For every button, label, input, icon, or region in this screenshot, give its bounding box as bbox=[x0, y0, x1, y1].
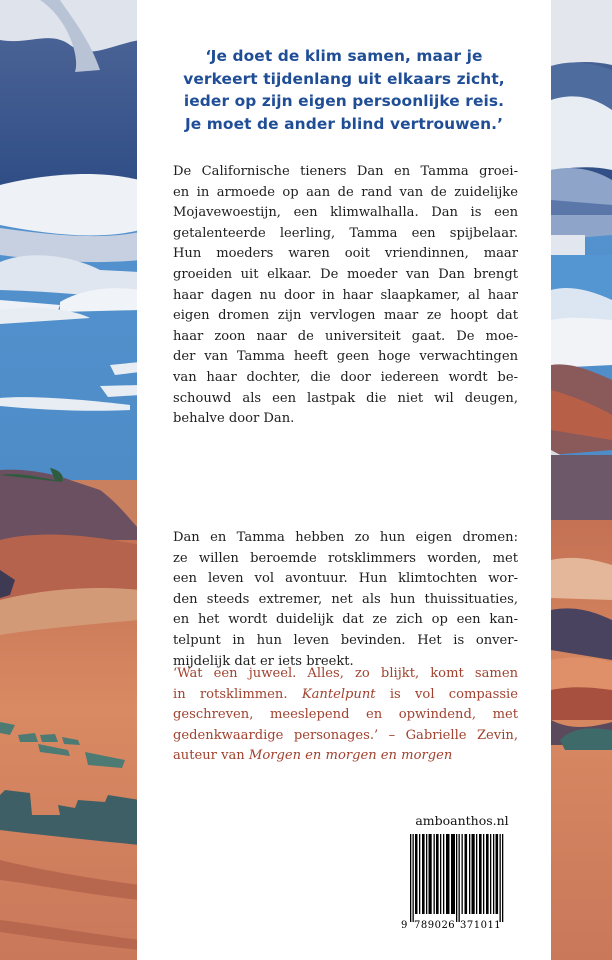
review-line bbox=[173, 746, 518, 767]
isbn-group-2: 371011 bbox=[460, 920, 502, 931]
publisher-url: amboanthos.nl bbox=[415, 813, 509, 828]
blurb-line: haar zoon naar de universiteit gaat. De moe- bbox=[173, 328, 518, 344]
blurb-line: mijdelijk dat er iets breekt. bbox=[173, 653, 354, 669]
blurb-line: een leven vol avontuur. Hun klimtochten wor- bbox=[173, 571, 518, 587]
review-text: is vol compassie bbox=[375, 686, 518, 702]
blurb-line: haar dagen nu door in haar slaapkamer, al haar bbox=[173, 287, 518, 303]
blurb-line: den steeds extremer, net als hun thuissituaties, bbox=[173, 591, 518, 607]
review-line: gedenkwaardige personages.’ – Gabrielle Zevin, bbox=[173, 727, 518, 743]
book-title: Morgen en morgen en morgen bbox=[248, 748, 453, 764]
blurb-line: en in armoede op aan de rand van de zuidelijke bbox=[173, 184, 518, 200]
isbn-barcode bbox=[401, 834, 517, 934]
pull-quote bbox=[137, 45, 551, 135]
blurb-line: der van Tamma heeft geen hoge verwachtingen bbox=[173, 349, 518, 365]
blurb-line: Hun moeders waren ooit vriendinnen, maar bbox=[173, 246, 518, 262]
blurb-line: en het wordt duidelijk dat ze zich op een kan- bbox=[173, 612, 518, 628]
blurb-line: behalve door Dan. bbox=[173, 411, 295, 427]
pull-quote-line: ‘Je doet de klim samen, maar je bbox=[205, 47, 483, 65]
isbn-prefix: 9 bbox=[401, 920, 408, 931]
blurb-line: De Californische tieners Dan en Tamma groei- bbox=[173, 164, 518, 179]
back-cover-panel bbox=[137, 0, 551, 960]
pull-quote-line: Je moet de ander blind vertrouwen.’ bbox=[184, 114, 504, 133]
isbn-group-1: 789026 bbox=[414, 920, 456, 931]
blurb-paragraph-2 bbox=[173, 528, 518, 672]
book-title: Kantelpunt bbox=[301, 686, 376, 702]
blurb-line: van haar dochter, die door iedereen wordt be- bbox=[173, 369, 518, 385]
blurb-line: ze willen beroemde rotsklimmers worden, met bbox=[173, 550, 518, 566]
review-line: geschreven, meeslepend en opwindend, met bbox=[173, 707, 518, 723]
blurb-line: eigen dromen zijn vervlogen maar ze hoopt dat bbox=[173, 308, 518, 324]
blurb-line: telpunt in hun leven bevinden. Het is onver- bbox=[173, 632, 518, 648]
pull-quote-line: verkeert tijdenlang uit elkaars zicht, bbox=[183, 69, 505, 88]
review-line: ‘Wat een juweel. Alles, zo blijkt, komt samen bbox=[173, 666, 518, 681]
blurb-line: Dan en Tamma hebben zo hun eigen dromen: bbox=[173, 530, 518, 545]
review-text: in rotsklimmen. bbox=[173, 686, 302, 702]
blurb-line: schouwd als een lastpak die niet wil deugen, bbox=[173, 390, 518, 406]
blurb-line: groeiden uit elkaar. De moeder van Dan brengt bbox=[173, 266, 518, 282]
review-line bbox=[173, 685, 518, 706]
review-text: auteur van bbox=[173, 748, 249, 764]
review-quote bbox=[173, 664, 518, 767]
blurb-paragraph-1 bbox=[173, 162, 518, 430]
blurb-line: getalenteerde leerling, Tamma een spijbelaar. bbox=[173, 225, 518, 241]
blurb-line: Mojavewoestijn, een klimwalhalla. Dan is een bbox=[173, 205, 518, 221]
pull-quote-line: ieder op zijn eigen persoonlijke reis. bbox=[183, 92, 505, 110]
